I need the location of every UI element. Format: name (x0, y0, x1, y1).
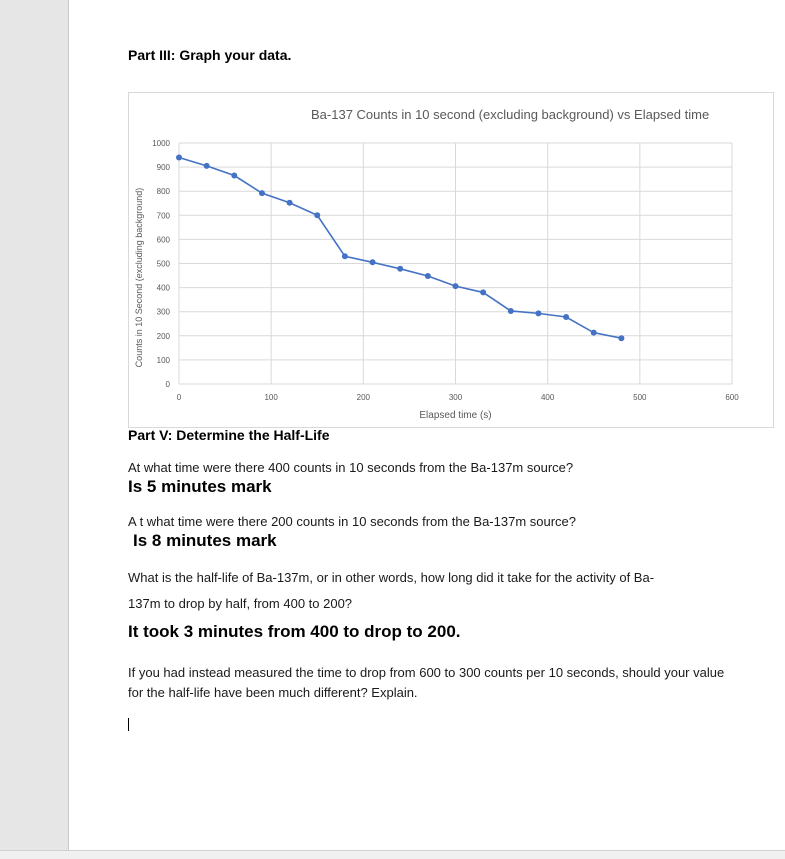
question-1: At what time were there 400 counts in 10 seconds from the Ba-137m source? (128, 460, 574, 475)
part3-heading: Part III: Graph your data. (128, 47, 292, 63)
x-tick-label: 100 (264, 393, 278, 402)
y-tick-label: 500 (156, 259, 170, 269)
question-4: If you had instead measured the time to drop from 600 to 300 counts per 10 seconds, should your value for the half-life have been much different? Explain. (128, 665, 725, 700)
x-tick-label: 0 (176, 393, 182, 402)
data-point (370, 259, 376, 265)
y-tick-label: 800 (156, 187, 170, 197)
chart-container[interactable] (128, 92, 774, 428)
answer-3: It took 3 minutes from 400 to drop to 200. (128, 622, 461, 641)
x-tick-label: 300 (448, 393, 463, 402)
data-point (425, 273, 431, 279)
chart-title: Ba-137 Counts in 10 second (excluding background) vs Elapsed time (311, 107, 710, 122)
y-tick-label: 100 (156, 355, 170, 365)
data-point (342, 253, 348, 259)
series-line (179, 157, 621, 338)
data-point (287, 200, 293, 206)
data-point (453, 283, 459, 289)
y-tick-label: 200 (156, 331, 170, 341)
x-tick-label: 400 (540, 393, 555, 402)
y-tick-label: 400 (156, 283, 170, 293)
chart-svg (129, 93, 773, 427)
data-point (563, 314, 569, 320)
data-point (231, 173, 237, 179)
left-margin-gutter (0, 0, 69, 858)
y-tick-label: 0 (165, 380, 170, 389)
y-tick-label: 900 (156, 163, 170, 173)
data-point (204, 163, 210, 169)
data-point (176, 154, 182, 160)
question-3-line-2: 137m to drop by half, from 400 to 200? (128, 596, 353, 611)
data-point (480, 289, 486, 295)
y-tick-label: 300 (156, 307, 170, 317)
data-point (508, 308, 514, 314)
answer-2: Is 8 minutes mark (133, 531, 277, 550)
part5-heading: Part V: Determine the Half-Life (128, 427, 330, 443)
x-tick-label: 600 (725, 393, 739, 402)
data-point (314, 212, 320, 218)
question-3-line-1: What is the half-life of Ba-137m, or in other words, how long did it take for the activity of Ba- (128, 570, 655, 585)
y-tick-label: 1000 (152, 139, 170, 148)
data-point (591, 330, 597, 336)
x-tick-label: 500 (633, 393, 647, 402)
data-point (535, 310, 541, 316)
data-point (618, 335, 624, 341)
data-point (397, 266, 403, 272)
question-2: A t what time were there 200 counts in 10 seconds from the Ba-137m source? (128, 514, 577, 529)
text-cursor (128, 718, 129, 731)
y-axis-label: Counts in 10 Second (excluding background) (134, 187, 144, 368)
data-point (259, 190, 265, 196)
x-tick-label: 200 (356, 393, 371, 402)
answer-1: Is 5 minutes mark (128, 477, 272, 496)
y-tick-label: 700 (156, 211, 170, 221)
x-axis-label: Elapsed time (s) (419, 410, 492, 421)
y-tick-label: 600 (156, 235, 170, 245)
